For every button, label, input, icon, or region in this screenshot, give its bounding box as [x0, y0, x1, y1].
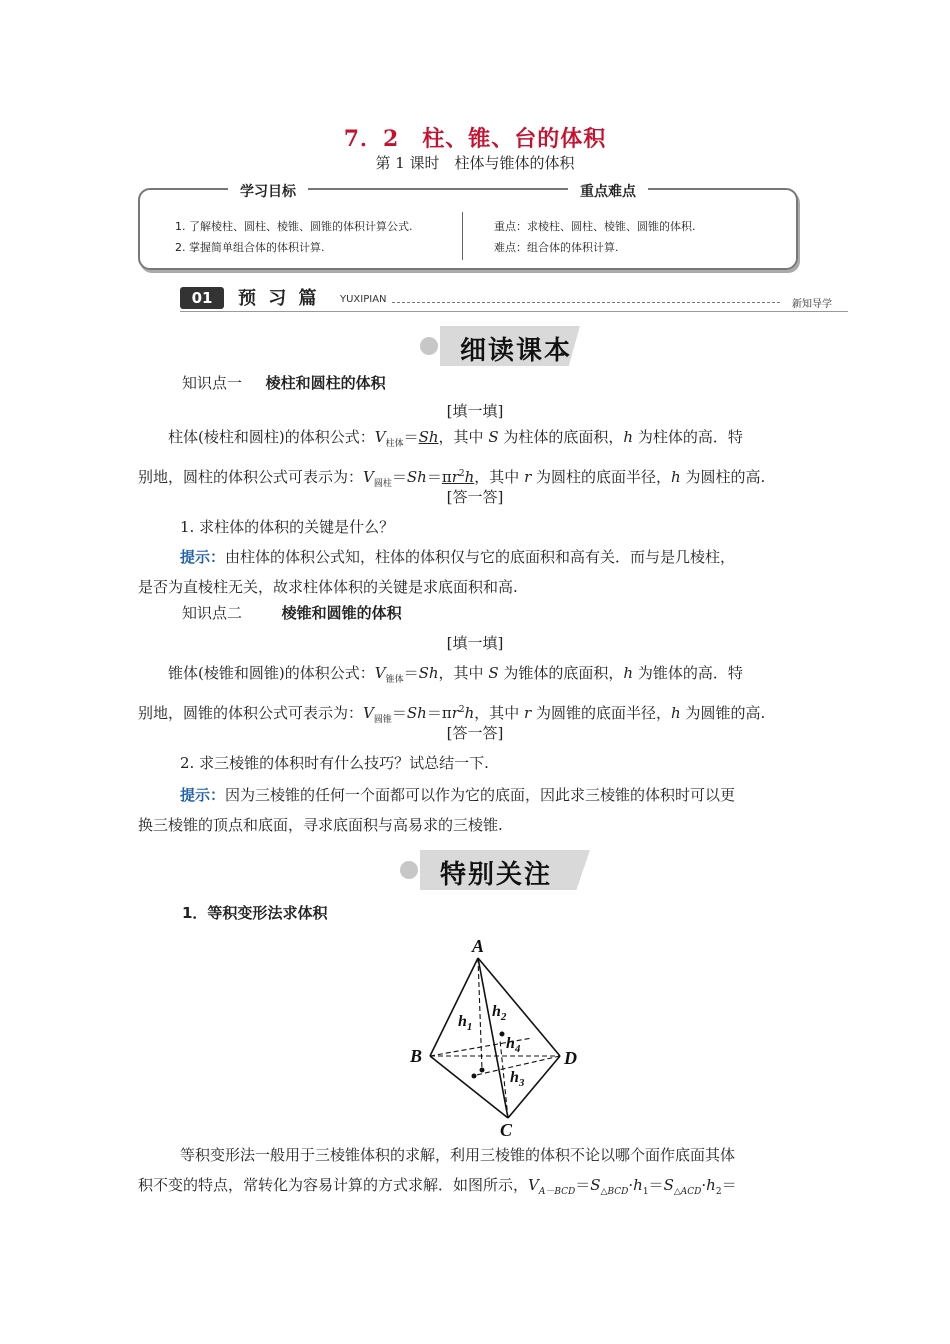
kp1-hint — [138, 542, 818, 602]
kp2-hint — [138, 780, 818, 840]
objectives-list — [175, 216, 413, 258]
kp1-name: 棱柱和圆柱的体积 — [265, 374, 386, 392]
edge-bc — [430, 1056, 508, 1118]
kp2-answer-label: [答一答] — [446, 724, 504, 742]
section-tag: 新知导学 — [792, 299, 832, 310]
kp2-fill-label: [填一填] — [446, 634, 504, 652]
key-points-heading: 重点难点 — [568, 181, 648, 201]
kp1-fill-label: [填一填] — [446, 402, 504, 420]
height-label-h4: $h_4$ — [506, 1035, 521, 1055]
kp2-heading — [182, 602, 402, 623]
special-paragraph — [138, 1140, 818, 1207]
special-line2-text: 积不变的特点，常转化为容易计算的方式求解．如图所示， — [138, 1176, 529, 1194]
objective-item: 2. 掌握简单组合体的体积计算. — [175, 241, 325, 254]
section-number: 01 — [180, 287, 224, 309]
height-label-h3: $h_3$ — [510, 1069, 525, 1089]
banner-special-attention — [400, 850, 590, 890]
foot-point — [500, 1032, 505, 1037]
height-label-h2: $h_2$ — [492, 1003, 507, 1023]
kp1-hint-line2: 是否为直棱柱无关，故求柱体体积的关键是求底面积和高. — [138, 578, 518, 596]
hint-label: 提示： — [180, 548, 226, 566]
page-subtitle: 第 1 课时 柱体与锥体的体积 — [375, 154, 575, 172]
vertex-label-a: A — [472, 936, 485, 956]
banner-text: 特别关注 — [440, 860, 553, 890]
foot-point — [480, 1068, 485, 1073]
section-title: 预 习 篇 — [238, 288, 320, 309]
edge-ac — [478, 958, 508, 1118]
section-rule — [180, 311, 848, 312]
vertex-label-d: D — [564, 1048, 577, 1068]
kp2-formula-paragraph: 锥体(棱锥和圆锥)的体积公式：$V_{锥体}=Sh$，其中 S 为锥体的底面积，h 为锥体的高．特 别地，圆锥的体积公式可表示为：$V_{圆锥}=Sh=\pi r^2h$，其中 r 为圆锥的底面半径，h 为圆锥的高. — [138, 664, 766, 725]
kp2-name: 棱锥和圆锥的体积 — [281, 604, 402, 622]
banner-read-textbook — [420, 326, 580, 366]
kp1-formula-paragraph: 柱体(棱柱和圆柱)的体积公式：$V_{柱体}=Sh$，其中 S 为柱体的底面积，h 为柱体的高．特 别地，圆柱的体积公式可表示为：$V_{圆柱}=Sh=\pi r^2h$，其中 r 为圆柱的底面半径，h 为圆柱的高. — [138, 428, 766, 489]
edge-dc — [508, 1056, 560, 1118]
kp1-question: 1. 求柱体的体积的关键是什么？ — [180, 518, 395, 536]
banner-dot-icon — [400, 861, 418, 879]
special-item-heading: 1．等积变形法求体积 — [182, 904, 328, 922]
kp1-heading — [182, 372, 386, 393]
key-point-item: 难点：组合体的体积计算. — [494, 241, 619, 254]
vertex-label-c: C — [500, 1120, 513, 1140]
objective-item: 1. 了解棱柱、圆柱、棱锥、圆锥的体积计算公式. — [175, 220, 413, 233]
key-point-item: 重点：求棱柱、圆柱、棱锥、圆锥的体积. — [494, 220, 696, 233]
objectives-heading: 学习目标 — [228, 181, 308, 201]
kp1-answer-label: [答一答] — [446, 488, 504, 506]
page-title: 7．2 柱、锥、台的体积 — [343, 126, 607, 152]
kp2-question: 2. 求三棱锥的体积时有什么技巧？试总结一下. — [180, 754, 489, 772]
banner-dot-icon — [420, 337, 438, 355]
special-line2: 积不变的特点，常转化为容易计算的方式求解．如图所示，$V_{A-BCD}=S_{\triangle BCD}\cdot h_1=S_{\triangle ACD}\cdot h_2=$ — [138, 1176, 737, 1197]
tetrahedron-figure — [400, 930, 600, 1140]
edge-ad — [478, 958, 560, 1056]
height-label-h1: $h_1$ — [458, 1013, 473, 1033]
kp2-hint-line2: 换三棱锥的顶点和底面，寻求底面积与高易求的三棱锥. — [138, 816, 503, 834]
banner-text: 细读课本 — [460, 336, 573, 366]
section-pinyin: YUXIPIAN — [340, 294, 387, 305]
kp1-label: 知识点一 — [182, 374, 243, 392]
objectives-divider — [462, 212, 463, 260]
vertex-label-b: B — [410, 1046, 423, 1066]
edge-ab — [430, 958, 478, 1056]
special-line1: 等积变形法一般用于三棱锥体积的求解，利用三棱锥的体积不论以哪个面作底面其体 — [180, 1146, 736, 1164]
kp2-label: 知识点二 — [182, 604, 243, 622]
section-dashline — [392, 302, 780, 303]
kp1-hint-line1: 由柱体的体积公式知，柱体的体积仅与它的底面积和高有关．而与是几棱柱， — [225, 548, 736, 566]
key-points-list — [494, 216, 696, 258]
hint-label: 提示： — [180, 786, 226, 804]
foot-point — [472, 1074, 477, 1079]
kp2-hint-line1: 因为三棱锥的任何一个面都可以作为它的底面，因此求三棱锥的体积时可以更 — [225, 786, 736, 804]
